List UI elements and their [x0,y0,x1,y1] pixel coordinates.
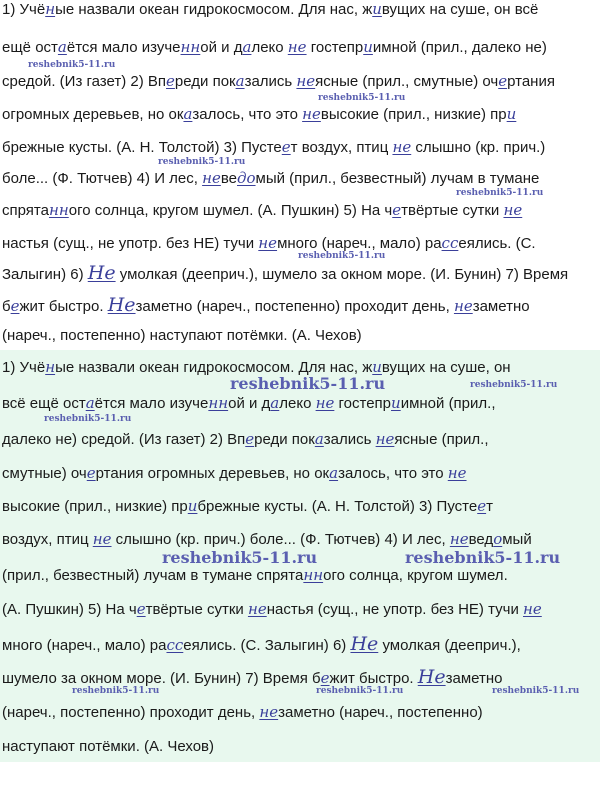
text-line: (А. Пушкин) 5) На четвёртые сутки ненастья (сущ., не употр. без НЕ) тучи не [2,600,542,618]
orthogram-highlight: не [315,394,335,412]
orthogram-highlight: н [45,0,56,18]
watermark: reshebnik5-11.ru [316,686,404,696]
orthogram-highlight: сс [441,234,459,252]
orthogram-highlight: Не [417,666,446,688]
orthogram-highlight: и [391,394,401,412]
watermark: reshebnik5-11.ru [72,686,160,696]
orthogram-highlight: не [302,105,321,123]
watermark: reshebnik5-11.ru [470,380,558,390]
text-line: шумело за окном море. (И. Бунин) 7) Время бежит быстро. Незаметно [2,666,503,688]
orthogram-highlight: не [287,38,307,56]
watermark: reshebnik5-11.ru [162,548,318,567]
orthogram-highlight: и [506,105,517,123]
watermark: reshebnik5-11.ru [44,414,132,424]
orthogram-highlight: е [136,600,146,618]
text-line: смутные) очертания огромных деревьев, но оказалось, что это не [2,464,467,482]
orthogram-highlight: не [259,703,279,721]
orthogram-highlight: не [375,430,395,448]
orthogram-highlight: а [57,38,67,56]
text-line: боле... (Ф. Тютчев) 4) И лес, неведомый (прил., безвестный) лучам в тумане [2,169,540,187]
orthogram-highlight: е [392,201,402,219]
watermark: reshebnik5-11.ru [318,93,406,103]
orthogram-highlight: е [477,497,487,515]
orthogram-highlight: е [245,430,255,448]
orthogram-highlight: Не [87,262,116,284]
text-line: настья (сущ., не употр. без НЕ) тучи немного (нареч., мало) рассеялись. (С. [2,234,536,252]
watermark: reshebnik5-11.ru [298,251,386,261]
text-line: 1) Учёные назвали океан гидрокосмосом. Для нас, живущих на суше, он всё [2,0,539,18]
watermark: reshebnik5-11.ru [456,188,544,198]
orthogram-highlight: не [247,600,267,618]
text-line: далеко не) средой. (Из газет) 2) Впереди показались неясные (прил., [2,430,489,448]
orthogram-highlight: не [453,297,473,315]
text-line: всё ещё остаётся мало изученной и далеко не гостеприимной (прил., [2,394,496,412]
orthogram-highlight: не [503,201,523,219]
orthogram-highlight: сс [166,636,184,654]
orthogram-highlight: не [202,169,221,187]
orthogram-highlight: и [363,38,373,56]
orthogram-highlight: а [235,72,245,90]
orthogram-highlight: не [258,234,278,252]
orthogram-highlight: е [320,669,330,687]
orthogram-highlight: не [449,530,469,548]
answer-block-plain [0,0,600,350]
text-line: (нареч., постепенно) наступают потёмки. (А. Чехов) [2,327,362,344]
orthogram-highlight: и [372,358,382,376]
orthogram-highlight: и [372,0,382,18]
orthogram-highlight: нн [180,38,201,56]
text-line: бежит быстро. Незаметно (нареч., постепенно) проходит день, незаметно [2,294,530,316]
text-line: много (нареч., мало) рассеялись. (С. Залыгин) 6) Не умолкая (дееприч.), [2,633,521,655]
text-line: (прил., безвестный) лучам в тумане спрятанного солнца, кругом шумел. [2,566,508,584]
watermark: reshebnik5-11.ru [158,157,246,167]
text-line: Залыгин) 6) Не умолкая (дееприч.), шумело за окном море. (И. Бунин) 7) Время [2,262,569,284]
orthogram-highlight: а [85,394,95,412]
orthogram-highlight: е [10,297,20,315]
text-line: брежные кусты. (А. Н. Толстой) 3) Пустеет воздух, птиц не слышно (кр. прич.) [2,138,546,156]
watermark: reshebnik5-11.ru [230,374,386,393]
orthogram-highlight: а [183,105,193,123]
orthogram-highlight: нн [303,566,324,584]
orthogram-highlight: е [166,72,175,90]
text-line: ещё остаётся мало изученной и далеко не гостеприимной (прил., далеко не) [2,38,547,56]
text-line: 1) Учёные назвали океан гидрокосмосом. Для нас, живущих на суше, он [2,358,511,376]
orthogram-highlight: а [314,430,324,448]
orthogram-highlight: е [86,464,96,482]
orthogram-highlight: а [270,394,280,412]
text-line: наступают потёмки. (А. Чехов) [2,738,215,755]
text-line: воздух, птиц не слышно (кр. прич.) боле... (Ф. Тютчев) 4) И лес, неведомый [2,530,532,548]
orthogram-highlight: а [242,38,252,56]
text-line: (нареч., постепенно) проходит день, незаметно (нареч., постепенно) [2,703,483,721]
orthogram-highlight: е [281,138,291,156]
orthogram-highlight: и [187,497,198,515]
orthogram-highlight: не [447,464,467,482]
text-line: высокие (прил., низкие) прибрежные кусты. (А. Н. Толстой) 3) Пустеет [2,497,493,515]
watermark: reshebnik5-11.ru [492,686,580,696]
orthogram-highlight: о [493,530,503,548]
watermark: reshebnik5-11.ru [405,548,561,567]
text-line: средой. (Из газет) 2) Впереди показались неясные (прил., смутные) очертания [2,72,555,90]
answer-block-highlighted [0,350,600,762]
orthogram-highlight: Не [350,633,379,655]
orthogram-highlight: не [92,530,112,548]
orthogram-highlight: н [45,358,56,376]
text-line: огромных деревьев, но оказалось, что это невысокие (прил., низкие) при [2,105,517,123]
watermark: reshebnik5-11.ru [28,60,116,70]
text-line: спрятанного солнца, кругом шумел. (А. Пушкин) 5) На четвёртые сутки не [2,201,523,219]
orthogram-highlight: нн [208,394,229,412]
orthogram-highlight: нн [48,201,69,219]
orthogram-highlight: не [523,600,542,618]
orthogram-highlight: до [237,169,256,187]
orthogram-highlight: Не [107,294,136,316]
orthogram-highlight: е [498,72,508,90]
orthogram-highlight: а [329,464,339,482]
orthogram-highlight: не [392,138,412,156]
orthogram-highlight: не [296,72,316,90]
